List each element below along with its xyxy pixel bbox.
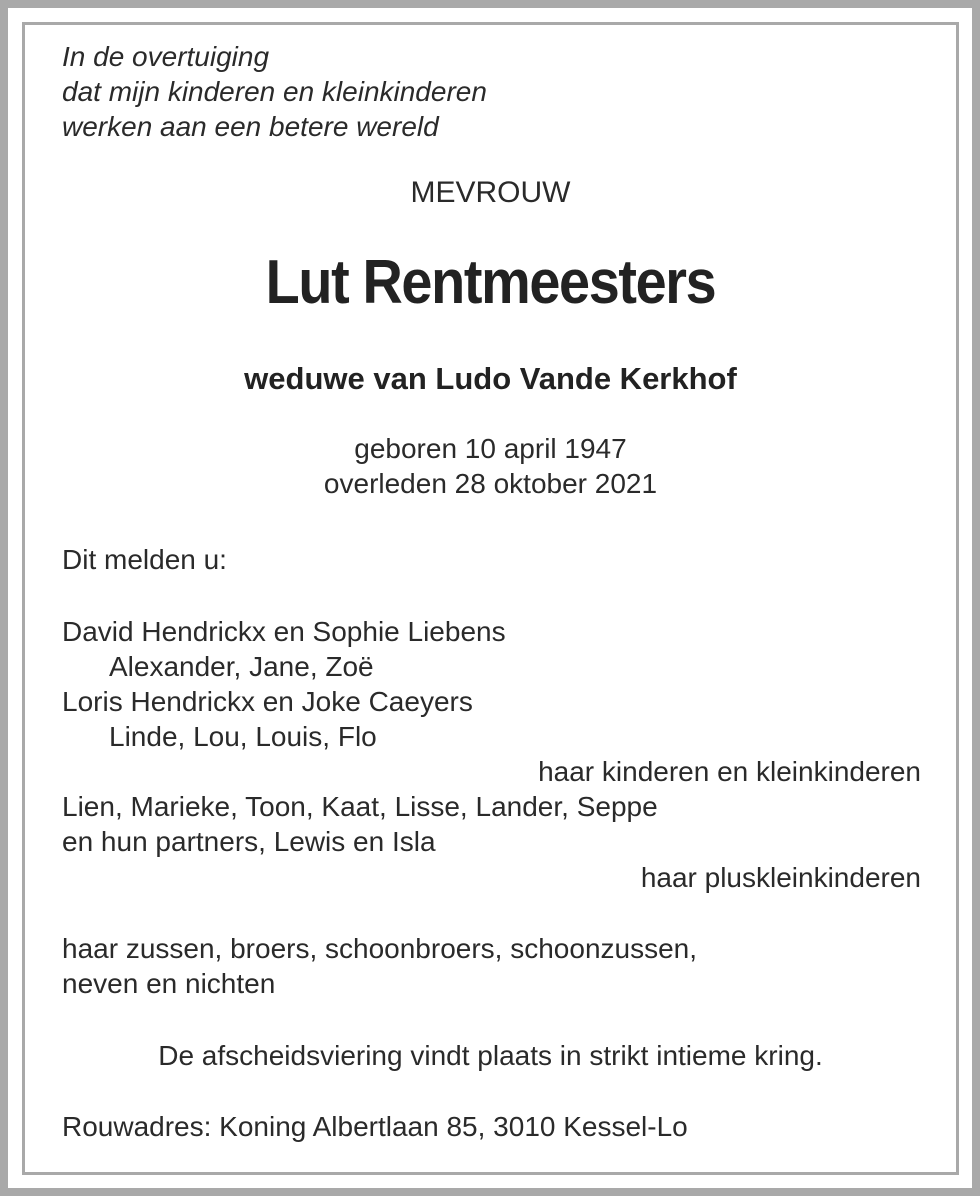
grandchildren-1: Alexander, Jane, Zoë <box>109 651 374 682</box>
quote-line-1: In de overtuiging <box>62 41 270 72</box>
title-prefix: MEVROUW <box>410 176 571 209</box>
obituary-frame <box>22 22 959 1175</box>
plus-grandchildren-line-2: en hun partners, Lewis en Isla <box>62 826 436 857</box>
page-background <box>8 8 972 1188</box>
siblings-line-1: haar zussen, broers, schoonbroers, schoonzussen, <box>62 933 698 964</box>
ceremony-notice: De afscheidsviering vindt plaats in strikt intieme kring. <box>158 1040 823 1071</box>
siblings-line-2: neven en nichten <box>62 968 276 999</box>
child-couple-1: David Hendrickx en Sophie Liebens <box>62 616 506 647</box>
plus-grandchildren-line-1: Lien, Marieke, Toon, Kaat, Lisse, Lander, Seppe <box>62 791 658 822</box>
birth-date: geboren 10 april 1947 <box>354 433 627 464</box>
quote-line-3: werken aan een betere wereld <box>62 111 439 142</box>
grandchildren-2: Linde, Lou, Louis, Flo <box>109 721 377 752</box>
deceased-name: Lut Rentmeesters <box>265 248 716 317</box>
widow-of-line: weduwe van Ludo Vande Kerkhof <box>244 361 737 396</box>
quote-line-2: dat mijn kinderen en kleinkinderen <box>62 76 487 107</box>
plus-grandchildren-label: haar pluskleinkinderen <box>640 862 921 893</box>
children-label: haar kinderen en kleinkinderen <box>538 756 921 787</box>
announcement-intro: Dit melden u: <box>62 544 227 575</box>
mourning-address: Rouwadres: Koning Albertlaan 85, 3010 Kessel-Lo <box>62 1111 688 1142</box>
child-couple-2: Loris Hendrickx en Joke Caeyers <box>62 686 473 717</box>
death-date: overleden 28 oktober 2021 <box>323 468 658 499</box>
